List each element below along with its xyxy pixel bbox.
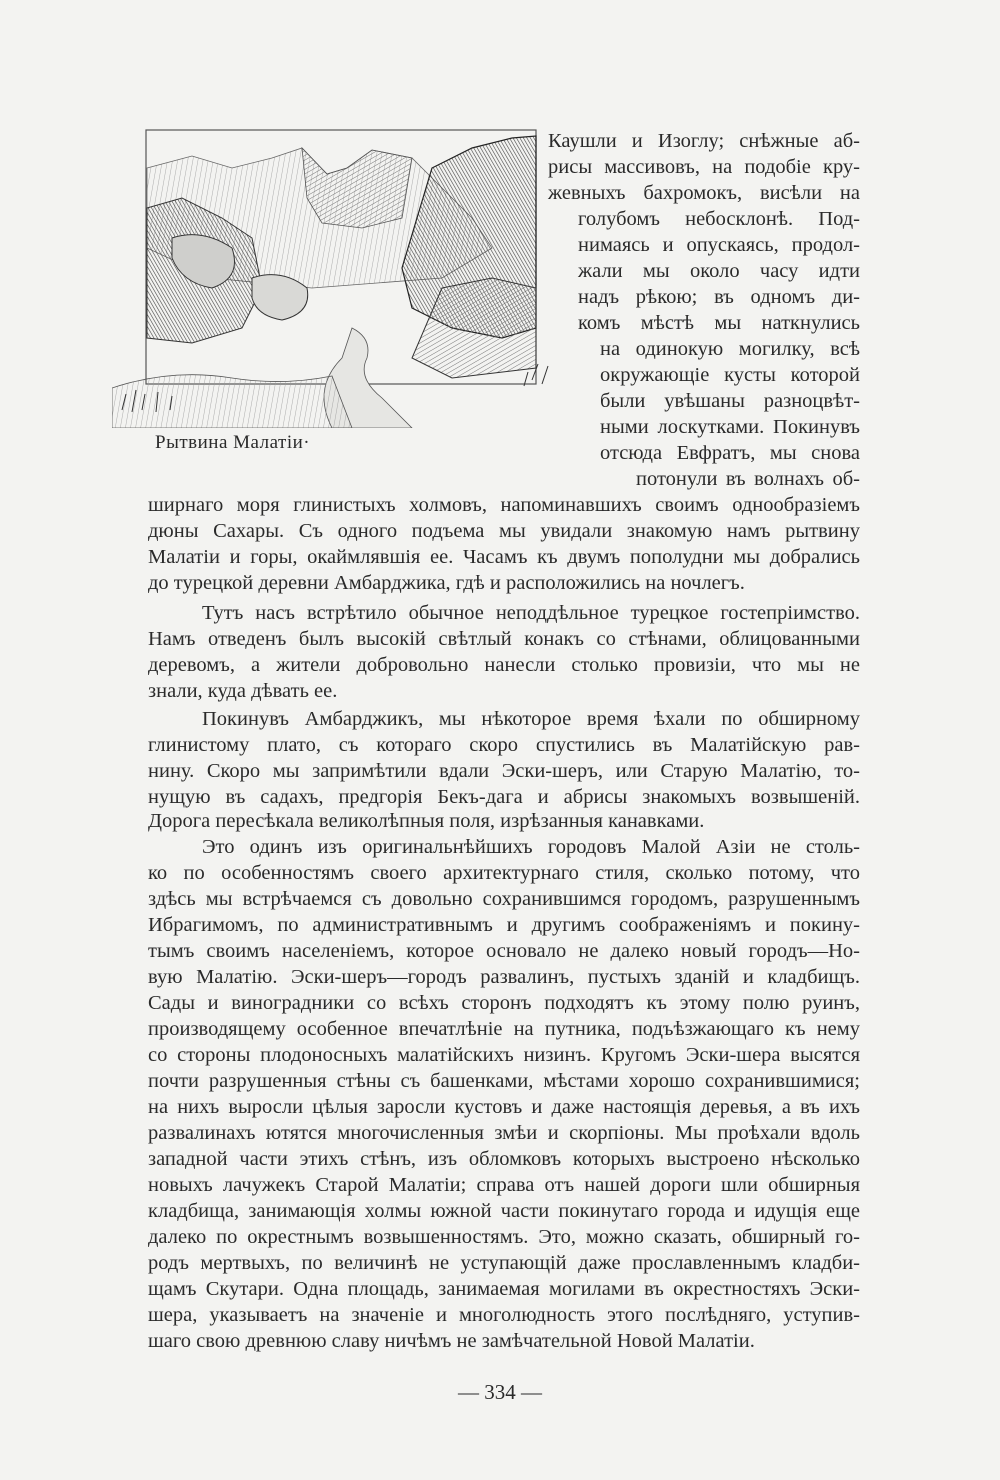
text-line: почти разрушенныя стѣны съ башенками, мѣстами хорошо сохранившимися; <box>148 1070 860 1092</box>
text-line: надъ рѣкою; въ одномъ ди- <box>578 286 860 308</box>
text-line: до турецкой деревни Амбарджика, гдѣ и расположились на ночлегъ. <box>148 572 745 594</box>
text-line: развалинахъ ютятся многочисленныя змѣи и скорпіоны. Мы проѣхали вдоль <box>148 1122 860 1144</box>
text-line: Сады и виноградники со всѣхъ сторонъ подходятъ къ этому полю руинъ, <box>148 992 860 1014</box>
text-line: глинистому плато, съ котораго скоро спустились въ Малатійскую рав- <box>148 734 860 756</box>
text-line: шаго свою древнюю славу ничѣмъ не замѣчательной Новой Малатіи. <box>148 1330 755 1352</box>
text-line: со стороны плодоносныхъ малатійскихъ низинъ. Кругомъ Эски-шера высятся <box>148 1044 860 1066</box>
text-line: комъ мѣстѣ мы наткнулись <box>578 312 860 334</box>
text-line: родъ мертвыхъ, по величинѣ не уступающій даже прославленнымъ кладби- <box>148 1252 860 1274</box>
text-line: дюны Сахары. Съ одного подъема мы увидали знакомую намъ рытвину <box>148 520 860 542</box>
text-line: Ибрагимомъ, по административнымъ и другимъ соображеніямъ и покину- <box>148 914 860 936</box>
text-line: жали мы около часу идти <box>578 260 860 282</box>
text-line: были увѣшаны разноцвѣт- <box>600 390 860 412</box>
text-line: щамъ Скутари. Одна площадь, занимаемая могилами въ окрестностяхъ Эски- <box>148 1278 860 1300</box>
text-line: Тутъ насъ встрѣтило обычное неподдѣльное турецкое гостепріимство. <box>202 602 860 624</box>
text-line: ширнаго моря глинистыхъ холмовъ, напоминавшихъ своимъ однообразіемъ <box>148 494 860 516</box>
ravine-engraving <box>112 128 552 428</box>
text-line: окружающіе кусты которой <box>600 364 860 386</box>
text-line: Это одинъ изъ оригинальнѣйшихъ городовъ Малой Азіи не столь- <box>202 836 860 858</box>
text-line: рисы массивовъ, на подобіе кру- <box>548 156 860 178</box>
illustration-block <box>112 128 552 458</box>
text-line: отсюда Евфратъ, мы снова <box>600 442 860 464</box>
text-line: производящему особенное впечатлѣніе на путника, подъѣзжающаго къ нему <box>148 1018 860 1040</box>
figure-caption: Рытвина Малатіи· <box>155 432 311 453</box>
text-line: шера, указываетъ на значеніе и многолюдность этого послѣдняго, уступив- <box>148 1304 860 1326</box>
text-line: Намъ отведенъ былъ высокій свѣтлый конакъ со стѣнами, облицованными <box>148 628 860 650</box>
text-line: деревомъ, а жители добровольно нанесли столько провизіи, что мы не <box>148 654 860 676</box>
text-line: вую Малатію. Эски-шеръ—городъ развалинъ, пустыхъ зданій и кладбищъ. <box>148 966 860 988</box>
text-line: на нихъ выросли цѣлыя заросли кустовъ и даже настоящія деревья, а въ ихъ <box>148 1096 860 1118</box>
text-line: потонули въ волнахъ об- <box>636 468 860 490</box>
text-line: далеко по окрестнымъ возвышенностямъ. Это, можно сказать, обширный го- <box>148 1226 860 1248</box>
text-line: кладбища, занимающія холмы южной части покинутаго города и идущія еще <box>148 1200 860 1222</box>
text-line: тымъ своимъ населеніемъ, которое основало не далеко новый городъ—Но- <box>148 940 860 962</box>
text-line: голубомъ небосклонѣ. Под- <box>578 208 860 230</box>
text-line: западной части этихъ стѣнъ, изъ обломковъ которыхъ выстроено нѣсколько <box>148 1148 860 1170</box>
text-line: знали, куда дѣвать ее. <box>148 680 338 702</box>
text-line: Каушли и Изоглу; снѣжные аб- <box>548 130 860 152</box>
text-line: на одинокую могилку, всѣ <box>600 338 860 360</box>
text-line: нущую въ садахъ, предгорія Бекъ-дага и абрисы знакомыхъ возвышеній. <box>148 786 860 808</box>
text-line: ными лоскутками. Покинувъ <box>600 416 860 438</box>
text-line: Малатіи и горы, окаймлявшія ее. Часамъ къ двумъ пополудни мы добрались <box>148 546 860 568</box>
text-line: здѣсь мы встрѣчаемся съ довольно сохранившимся городомъ, разрушеннымъ <box>148 888 860 910</box>
text-line: ко по особенностямъ своего архитектурнаго стиля, сколько потому, что <box>148 862 860 884</box>
text-line: нимаясь и опускаясь, продол- <box>578 234 860 256</box>
text-line: новыхъ лачужекъ Старой Малатіи; справа отъ нашей дороги шли обширныя <box>148 1174 860 1196</box>
text-line: нину. Скоро мы запримѣтили вдали Эски-шеръ, или Старую Малатію, то- <box>148 760 860 782</box>
text-line: Покинувъ Амбарджикъ, мы нѣкоторое время ѣхали по обширному <box>202 708 860 730</box>
text-line: жевныхъ бахромокъ, висѣли на <box>548 182 860 204</box>
text-line: Дорога пересѣкала великолѣпныя поля, изрѣзанныя канавками. <box>148 810 705 832</box>
page-number: — 334 — <box>458 1380 542 1404</box>
